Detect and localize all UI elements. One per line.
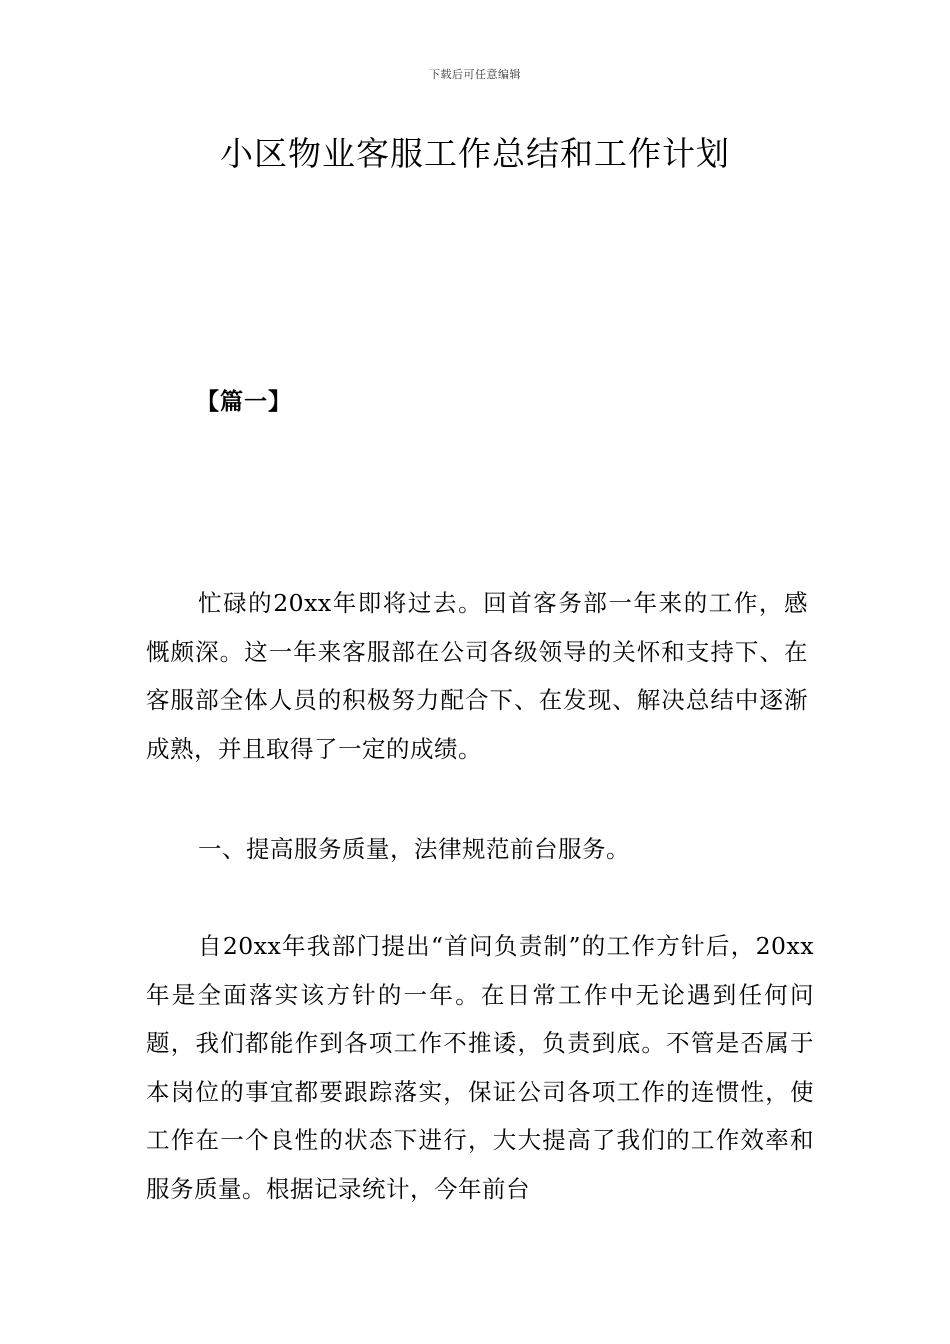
section-heading-paragraph: 一、提高服务质量，法律规范前台服务。 [198,835,630,863]
section-label: 【篇一】 [196,388,292,415]
body-paragraph: 忙碌的20xx年即将过去。回首客务部一年来的工作，感慨颇深。这一年来客服部在公司各级领导的关怀和支持下、在客服部全体人员的积极努力配合下、在发现、解决总结中逐渐成熟，并且取得了一定的成绩。 [146,589,808,763]
document-title: 小区物业客服工作总结和工作计划 [220,134,730,173]
header-note: 下载后可任意编辑 [429,68,521,81]
body-paragraph: 自20xx年我部门提出“首问负责制”的工作方针后，20xx年是全面落实该方针的一年。在日常工作中无论遇到任何问题，我们都能作到各项工作不推诿，负责到底。不管是否属于本岗位的事宜都要跟踪落实，保证公司各项工作的连惯性，使工作在一个良性的状态下进行，大大提高了我们的工作效率和服务质量。根据记录统计，今年前台 [146,932,814,1203]
